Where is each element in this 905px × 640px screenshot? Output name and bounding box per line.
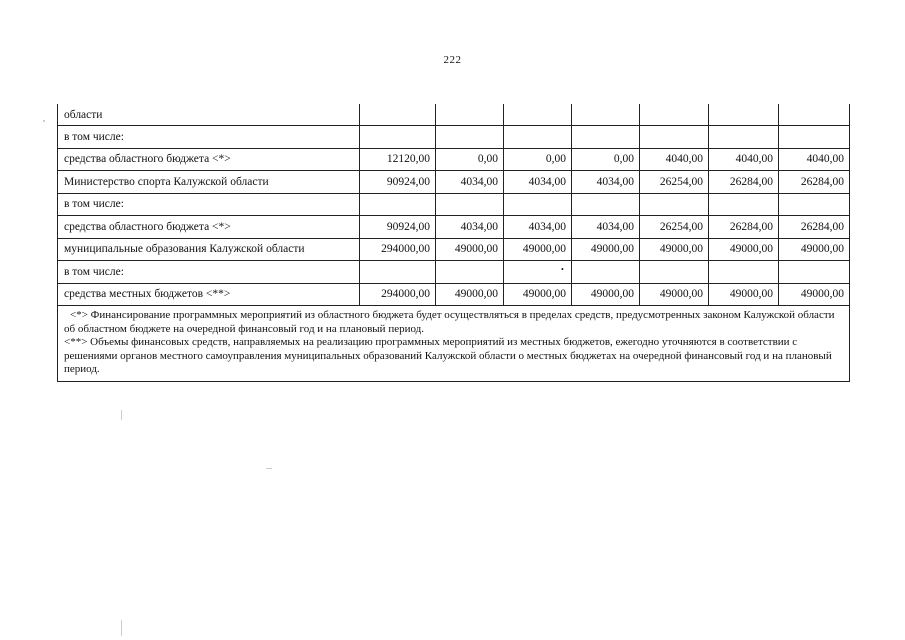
row-label: средства местных бюджетов <**> [58,283,360,306]
scan-dot: • [561,265,564,274]
value-cell: 0,00 [504,148,572,171]
value-cell: 26284,00 [779,216,850,239]
value-cell [360,193,436,216]
page-number: 222 [443,54,462,66]
row-label: области [58,104,360,126]
table-row [58,148,850,171]
value-cell: 26284,00 [709,216,779,239]
footnotes [58,306,850,382]
scan-mark [43,120,45,122]
value-cell: 49000,00 [572,238,640,261]
value-cell: 26284,00 [709,171,779,194]
value-cell [436,104,504,126]
row-label: средства областного бюджета <*> [58,216,360,239]
value-cell [504,193,572,216]
row-label: средства областного бюджета <*> [58,148,360,171]
value-cell [709,193,779,216]
value-cell [640,126,709,149]
table-row [58,283,850,306]
value-cell: 12120,00 [360,148,436,171]
value-cell [709,104,779,126]
value-cell: 49000,00 [504,283,572,306]
value-cell: 4034,00 [436,216,504,239]
value-cell [360,261,436,284]
value-cell: 49000,00 [640,283,709,306]
scan-mark [121,620,122,636]
value-cell [360,126,436,149]
value-cell [436,193,504,216]
value-cell: 49000,00 [640,238,709,261]
value-cell: 4040,00 [709,148,779,171]
value-cell [779,126,850,149]
value-cell [360,104,436,126]
table-row [58,171,850,194]
value-cell: 294000,00 [360,238,436,261]
notes-row [58,306,850,382]
value-cell [572,126,640,149]
table-row [58,126,850,149]
value-cell: 49000,00 [709,238,779,261]
row-label: в том числе: [58,126,360,149]
value-cell [572,104,640,126]
value-cell [504,104,572,126]
value-cell [709,261,779,284]
value-cell: 4034,00 [572,171,640,194]
value-cell [572,261,640,284]
table-row [58,104,850,126]
footnote: <*> Финансирование программных мероприятий из областного бюджета будет осуществляться в пределах средств, предусмотренных законом Калужской области об областном бюджете на очередной финансовый год и на плановый период. [64,309,835,335]
row-label: Министерство спорта Калужской области [58,171,360,194]
value-cell: 294000,00 [360,283,436,306]
value-cell [504,126,572,149]
value-cell [436,261,504,284]
value-cell: 49000,00 [779,283,850,306]
scan-mark [121,410,122,420]
scan-mark [266,468,272,469]
value-cell [640,104,709,126]
value-cell: 0,00 [436,148,504,171]
value-cell [709,126,779,149]
value-cell [436,126,504,149]
value-cell: 4034,00 [504,216,572,239]
value-cell: 90924,00 [360,216,436,239]
row-label: муниципальные образования Калужской области [58,238,360,261]
value-cell [640,261,709,284]
footnote: <**> Объемы финансовых средств, направляемых на реализацию программных мероприятий из местных бюджетов, ежегодно уточняются в соответствии с решениями органов местного самоуправления муниципальных образований Калужской области о местных бюджетах на очередной финансовый год и на плановый период. [64,336,832,375]
table-row [58,193,850,216]
value-cell: 4034,00 [504,171,572,194]
value-cell: 49000,00 [436,238,504,261]
value-cell: 49000,00 [779,238,850,261]
value-cell: 49000,00 [504,238,572,261]
table-row [58,238,850,261]
value-cell [779,104,850,126]
value-cell: 49000,00 [709,283,779,306]
table-row [58,261,850,284]
value-cell [640,193,709,216]
value-cell: 90924,00 [360,171,436,194]
row-label: в том числе: [58,193,360,216]
value-cell [779,193,850,216]
budget-table [57,104,850,382]
value-cell: 26254,00 [640,216,709,239]
row-label: в том числе: [58,261,360,284]
value-cell: 49000,00 [436,283,504,306]
value-cell: 26284,00 [779,171,850,194]
value-cell: 4040,00 [779,148,850,171]
table-row [58,216,850,239]
value-cell: 4034,00 [572,216,640,239]
value-cell: 26254,00 [640,171,709,194]
value-cell: 49000,00 [572,283,640,306]
value-cell [779,261,850,284]
value-cell: 4034,00 [436,171,504,194]
table-body [58,104,850,381]
value-cell [572,193,640,216]
value-cell: 4040,00 [640,148,709,171]
value-cell: 0,00 [572,148,640,171]
